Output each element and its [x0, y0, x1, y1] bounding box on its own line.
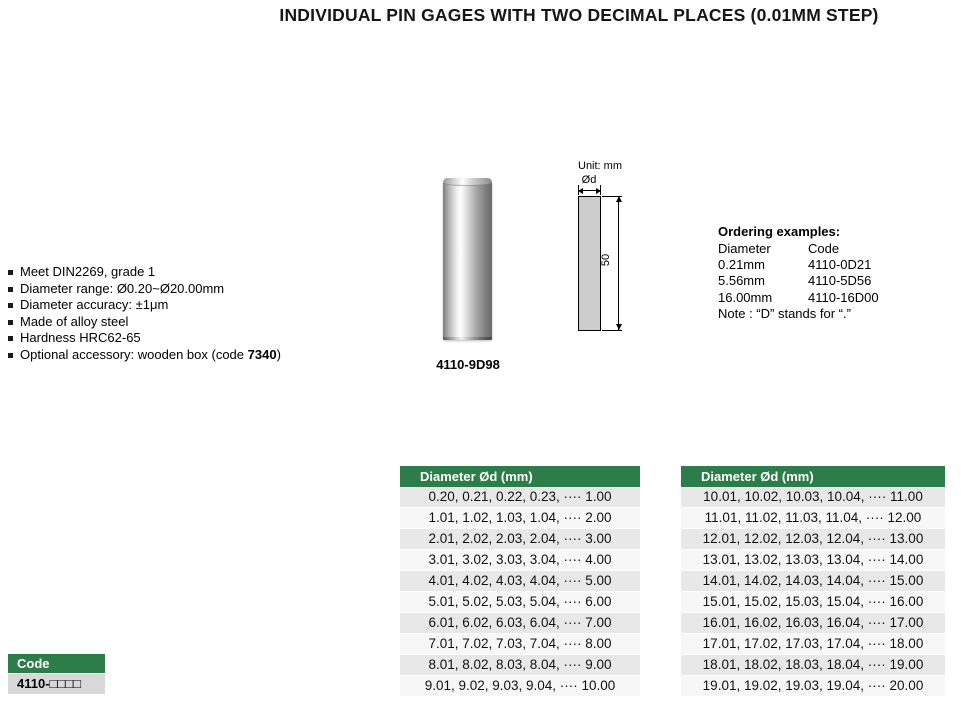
table-header: Diameter Ød (mm): [681, 466, 945, 487]
diameter-range-row: 4.01, 4.02, 4.03, 4.04, ···· 5.00: [400, 571, 640, 592]
diameter-range-row: 13.01, 13.02, 13.03, 13.04, ···· 14.00: [681, 550, 945, 571]
feature-item: [8, 264, 281, 281]
extension-line: [600, 185, 601, 195]
feature-item: [8, 281, 281, 298]
feature-text: Hardness HRC62-65: [20, 330, 141, 345]
table-header: Diameter Ød (mm): [400, 466, 640, 487]
diameter-range-row: 19.01, 19.02, 19.03, 19.04, ···· 20.00: [681, 676, 945, 697]
diameter-range-row: 10.01, 10.02, 10.03, 10.04, ···· 11.00: [681, 487, 945, 508]
square-bullet-icon: [8, 303, 13, 308]
ordering-columns-row: [718, 241, 879, 257]
code-cell: 4110-5D56: [808, 273, 872, 289]
diameter-range-row: 15.01, 15.02, 15.03, 15.04, ···· 16.00: [681, 592, 945, 613]
square-bullet-icon: [8, 353, 13, 358]
ordering-rows: [718, 241, 879, 306]
extension-line: [578, 185, 579, 195]
diameter-range-row: 11.01, 11.02, 11.03, 11.04, ···· 12.00: [681, 508, 945, 529]
code-value: 4110-□□□□: [8, 674, 105, 694]
feature-text: Made of alloy steel: [20, 313, 129, 329]
diameter-table-right: [681, 466, 945, 697]
diameter-range-row: 17.01, 17.02, 17.03, 17.04, ···· 18.00: [681, 634, 945, 655]
diameter-range-row: 16.01, 16.02, 16.03, 16.04, ···· 17.00: [681, 613, 945, 634]
code-label: Code: [8, 654, 105, 673]
diameter-table-left: [400, 466, 640, 697]
diameter-range-row: 14.01, 14.02, 14.03, 14.04, ···· 15.00: [681, 571, 945, 592]
square-bullet-icon: [8, 270, 13, 275]
ordering-note: Note : “D” stands for “.”: [718, 305, 851, 321]
unit-label: Unit: mm: [578, 160, 622, 172]
diameter-cell: Diameter: [718, 241, 771, 256]
features-list: [8, 264, 281, 363]
diameter-range-row: 12.01, 12.02, 12.03, 12.04, ···· 13.00: [681, 529, 945, 550]
diameter-cell: 0.21mm: [718, 257, 765, 273]
diameter-range-row: 8.01, 8.02, 8.03, 8.04, ···· 9.00: [400, 655, 640, 676]
ordering-examples-title: Ordering examples:: [718, 224, 841, 239]
pin-drawing-rect: [578, 196, 601, 331]
square-bullet-icon: [8, 336, 13, 341]
page-title: INDIVIDUAL PIN GAGES WITH TWO DECIMAL PLACES (0.01MM STEP): [279, 5, 879, 25]
feature-text: Optional accessory: wooden box (code 7340): [20, 346, 281, 362]
diameter-range-row: 6.01, 6.02, 6.03, 6.04, ···· 7.00: [400, 613, 640, 634]
diameter-range-row: 5.01, 5.02, 5.03, 5.04, ···· 6.00: [400, 592, 640, 613]
diameter-range-row: 3.01, 3.02, 3.03, 3.04, ···· 4.00: [400, 550, 640, 571]
code-cell: 4110-16D00: [808, 289, 879, 305]
diameter-range-row: 0.20, 0.21, 0.22, 0.23, ···· 1.00: [400, 487, 640, 508]
diameter-dimension-line: [578, 190, 601, 191]
length-dimension-line: [618, 196, 619, 330]
diameter-range-row: 9.01, 9.02, 9.03, 9.04, ···· 10.00: [400, 676, 640, 697]
diameter-range-row: 18.01, 18.02, 18.03, 18.04, ···· 19.00: [681, 655, 945, 676]
feature-text: Diameter accuracy: ±1μm: [20, 297, 169, 312]
diameter-range-row: 7.01, 7.02, 7.03, 7.04, ···· 8.00: [400, 634, 640, 655]
feature-item: [8, 314, 281, 331]
feature-text: Diameter range: Ø0.20~Ø20.00mm: [20, 280, 225, 296]
pin-gage-photo: [443, 178, 492, 340]
product-code-caption: 4110-9D98: [436, 357, 500, 372]
ordering-example-row: [718, 273, 879, 289]
diameter-cell: 16.00mm: [718, 289, 773, 305]
square-bullet-icon: [8, 287, 13, 292]
diameter-cell: 5.56mm: [718, 273, 765, 289]
diameter-dim-label: Ød: [581, 174, 597, 186]
ordering-examples: [718, 224, 879, 322]
diameter-range-row: 1.01, 1.02, 1.03, 1.04, ···· 2.00: [400, 508, 640, 529]
feature-item: [8, 330, 281, 347]
extension-line: [602, 330, 622, 331]
feature-text: Meet DIN2269, grade 1: [20, 264, 156, 279]
ordering-example-row: [718, 290, 879, 306]
feature-item: [8, 297, 281, 314]
code-cell: 4110-0D21: [808, 257, 872, 273]
square-bullet-icon: [8, 320, 13, 325]
length-dim-label: 50: [600, 253, 613, 267]
code-cell: Code: [808, 241, 840, 256]
ordering-example-row: [718, 257, 879, 273]
feature-item: [8, 347, 281, 364]
diameter-range-row: 2.01, 2.02, 2.03, 2.04, ···· 3.00: [400, 529, 640, 550]
